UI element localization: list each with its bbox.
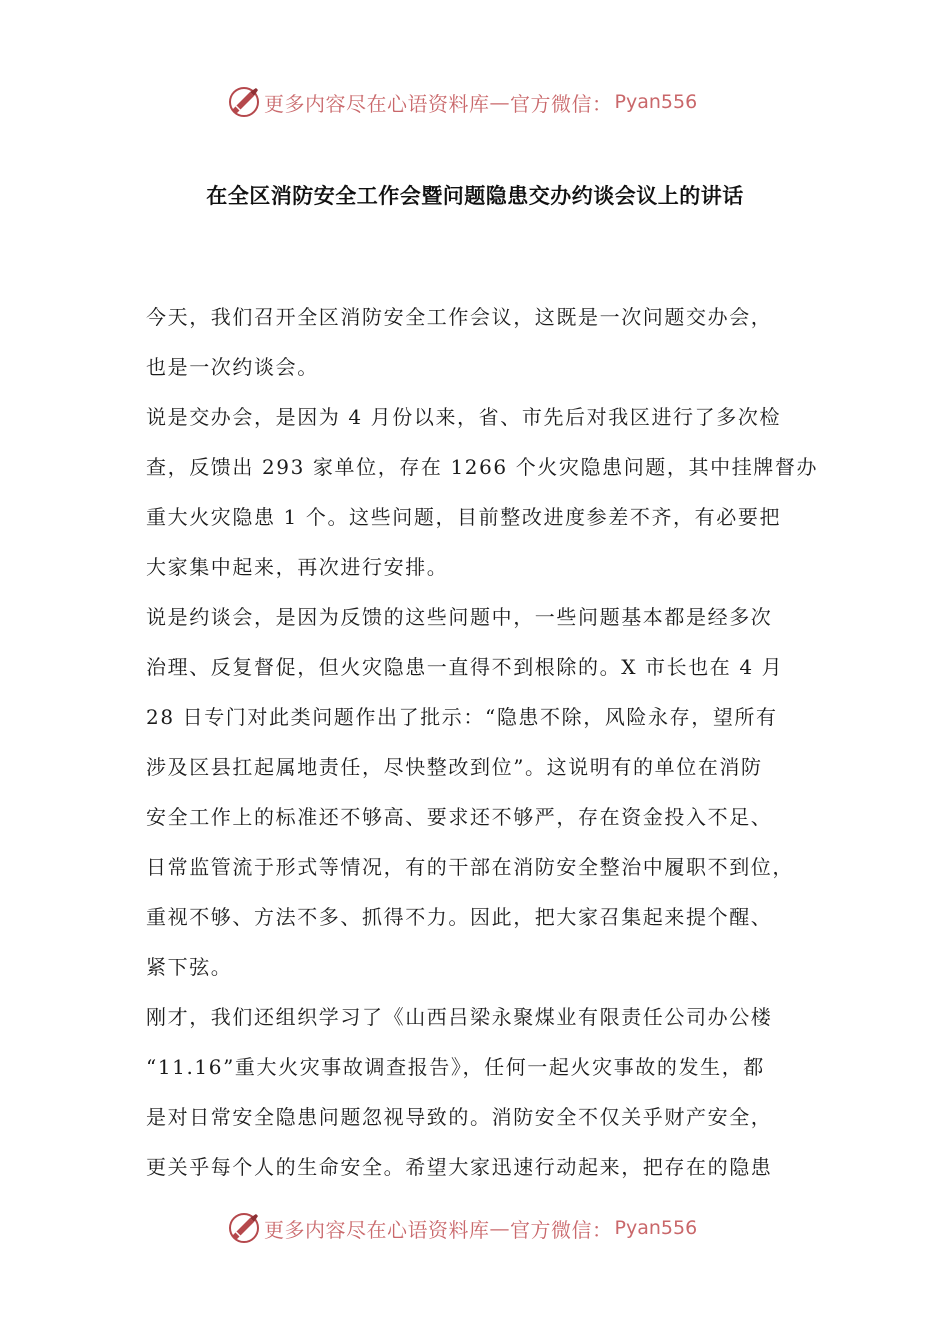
text-line: 紧下弦。 (146, 955, 233, 979)
text-line: 今天，我们召开全区消防安全工作会议，这既是一次问题交办会， (146, 305, 773, 329)
text-line: 日常监管流于形式等情况，有的干部在消防安全整治中履职不到位， (146, 855, 794, 879)
watermark-wechat-id: Pyan556 (614, 91, 698, 113)
pen-nib-circle-icon (226, 84, 262, 120)
text-line: 刚才，我们还组织学习了《山西吕梁永聚煤业有限责任公司办公楼 (146, 1005, 773, 1029)
header-watermark (226, 82, 697, 122)
text-line: 说是交办会，是因为 4 月份以来，省、市先后对我区进行了多次检 (146, 405, 782, 429)
watermark-wechat-label: 官方微信： (510, 1217, 613, 1242)
watermark-brand-text: 更多内容尽在心语资料库 (264, 91, 490, 116)
text-line: “11.16”重大火灾事故调查报告》，任何一起火灾事故的发生，都 (146, 1055, 765, 1079)
text-line: 查，反馈出 293 家单位，存在 1266 个火灾隐患问题，其中挂牌督办 (146, 455, 819, 479)
watermark-brand-text: 更多内容尽在心语资料库 (264, 1217, 490, 1242)
text-line: 更关乎每个人的生命安全。希望大家迅速行动起来，把存在的隐患 (146, 1155, 773, 1179)
text-line: 28 日专门对此类问题作出了批示：“隐患不除，风险永存，望所有 (146, 705, 778, 729)
watermark-wechat-label: 官方微信： (510, 91, 613, 116)
text-line: 安全工作上的标准还不够高、要求还不够严，存在资金投入不足、 (146, 805, 773, 829)
document-body (146, 292, 826, 1192)
pen-nib-circle-icon (226, 1210, 262, 1246)
text-line: 涉及区县扛起属地责任，尽快整改到位”。这说明有的单位在消防 (146, 755, 763, 779)
text-line: 大家集中起来，再次进行安排。 (146, 555, 449, 579)
text-line: 也是一次约谈会。 (146, 355, 319, 379)
footer-watermark (226, 1208, 697, 1248)
page-title: 在全区消防安全工作会暨问题隐患交办约谈会议上的讲话 (206, 184, 744, 208)
text-line: 说是约谈会，是因为反馈的这些问题中，一些问题基本都是经多次 (146, 605, 773, 629)
text-line: 是对日常安全隐患问题忽视导致的。消防安全不仅关乎财产安全， (146, 1105, 773, 1129)
watermark-separator: — (489, 1216, 510, 1240)
watermark-wechat-id: Pyan556 (614, 1217, 698, 1239)
text-line: 治理、反复督促，但火灾隐患一直得不到根除的。X 市长也在 4 月 (146, 655, 784, 679)
text-line: 重大火灾隐患 1 个。这些问题，目前整改进度参差不齐，有必要把 (146, 505, 782, 529)
watermark-separator: — (489, 90, 510, 114)
text-line: 重视不够、方法不多、抓得不力。因此，把大家召集起来提个醒、 (146, 905, 773, 929)
